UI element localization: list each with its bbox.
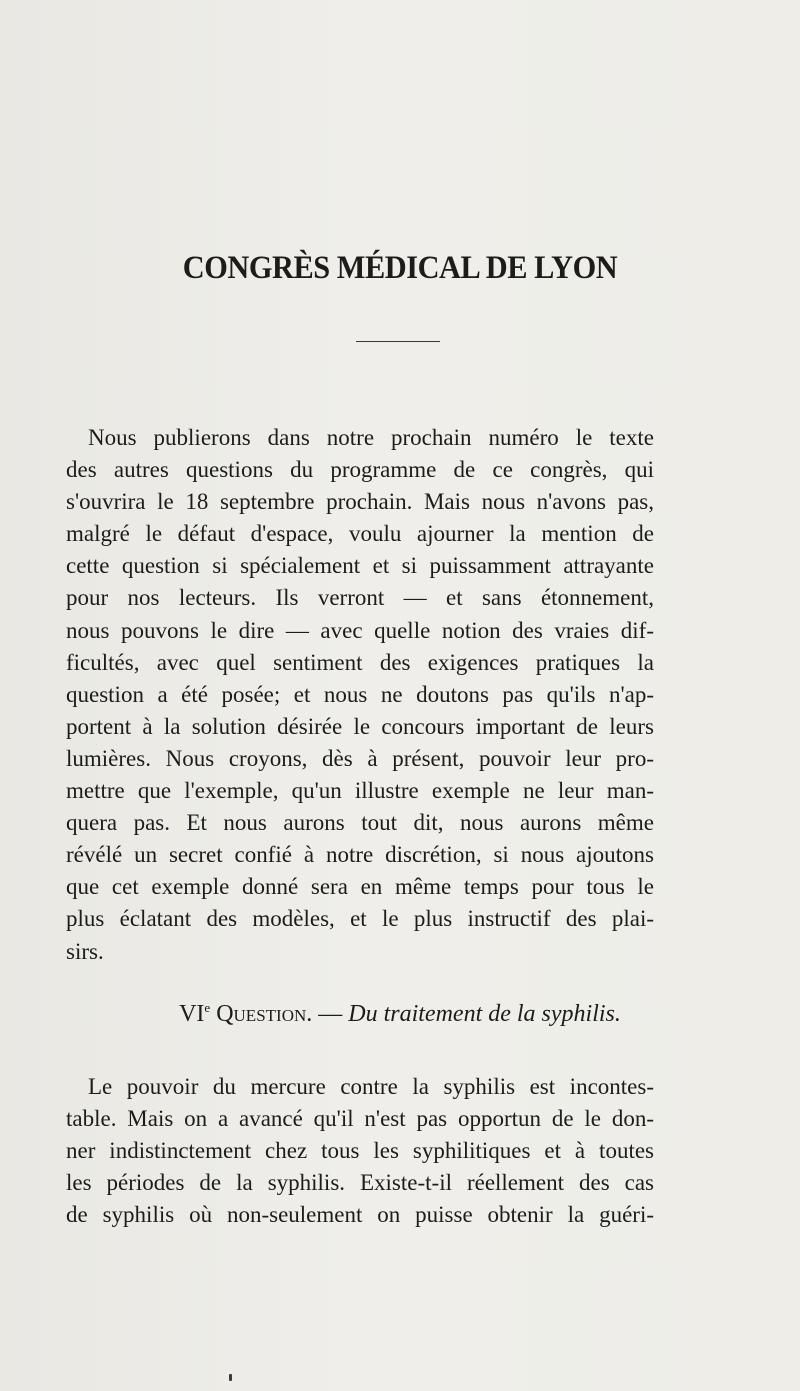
text-line: des autres questions du programme de ce congrès, qui [66, 457, 654, 483]
text-line: sirs. [66, 938, 104, 964]
text-line: Le pouvoir du mercure contre la syphilis est incontes- [88, 1074, 654, 1099]
text-line: question a été posée; et nous ne doutons pas qu'ils n'ap- [66, 681, 654, 707]
text-line: que cet exemple donné sera en même temps pour tous le [66, 874, 654, 900]
text-line: ficultés, avec quel sentiment des exigences pratiques la [66, 649, 654, 675]
text-line: portent à la solution désirée le concours important de leurs [66, 713, 654, 739]
text-line: lumières. Nous croyons, dès à présent, pouvoir leur pro- [66, 745, 654, 771]
question-topic: Du traitement de la syphilis. [348, 1001, 621, 1027]
text-line: table. Mais on a avancé qu'il n'est pas opportun de le don- [66, 1106, 654, 1132]
text-line: malgré le défaut d'espace, voulu ajourner la mention de [66, 521, 654, 547]
question-number-suffix: e [204, 1000, 211, 1015]
text-line: cette question si spécialement et si puissamment attrayante [66, 553, 654, 579]
ink-speck [229, 1374, 232, 1381]
page-title: CONGRÈS MÉDICAL DE LYON [182, 250, 618, 286]
paragraph-1 [66, 422, 654, 968]
text-line: ner indistinctement chez tous les syphilitiques et à toutes [66, 1138, 654, 1164]
text-line: révélé un secret confié à notre discrétion, si nous ajoutons [66, 842, 654, 868]
text-line: plus éclatant des modèles, et le plus instructif des plai- [66, 906, 654, 932]
title-rule [356, 341, 440, 342]
text-line: de syphilis où non-seulement on puisse obtenir la guéri- [66, 1202, 654, 1228]
text-line: quera pas. Et nous aurons tout dit, nous aurons même [66, 810, 654, 836]
text-line: Nous publierons dans notre prochain numéro le texte [88, 425, 654, 450]
question-dash: — [312, 1001, 349, 1027]
paragraph-2 [66, 1071, 654, 1231]
text-line: s'ouvrira le 18 septembre prochain. Mais nous n'avons pas, [66, 489, 654, 515]
text-line: mettre que l'exemple, qu'un illustre exemple ne leur man- [66, 778, 654, 804]
text-line: pour nos lecteurs. Ils verront — et sans étonnement, [66, 585, 654, 611]
question-number: VI [179, 1001, 205, 1027]
text-line: nous pouvons le dire — avec quelle notion des vraies dif- [66, 617, 654, 643]
section-heading [0, 1000, 800, 1028]
text-line: les périodes de la syphilis. Existe-t-il réellement des cas [66, 1170, 654, 1196]
question-label: Question. [216, 1001, 313, 1027]
